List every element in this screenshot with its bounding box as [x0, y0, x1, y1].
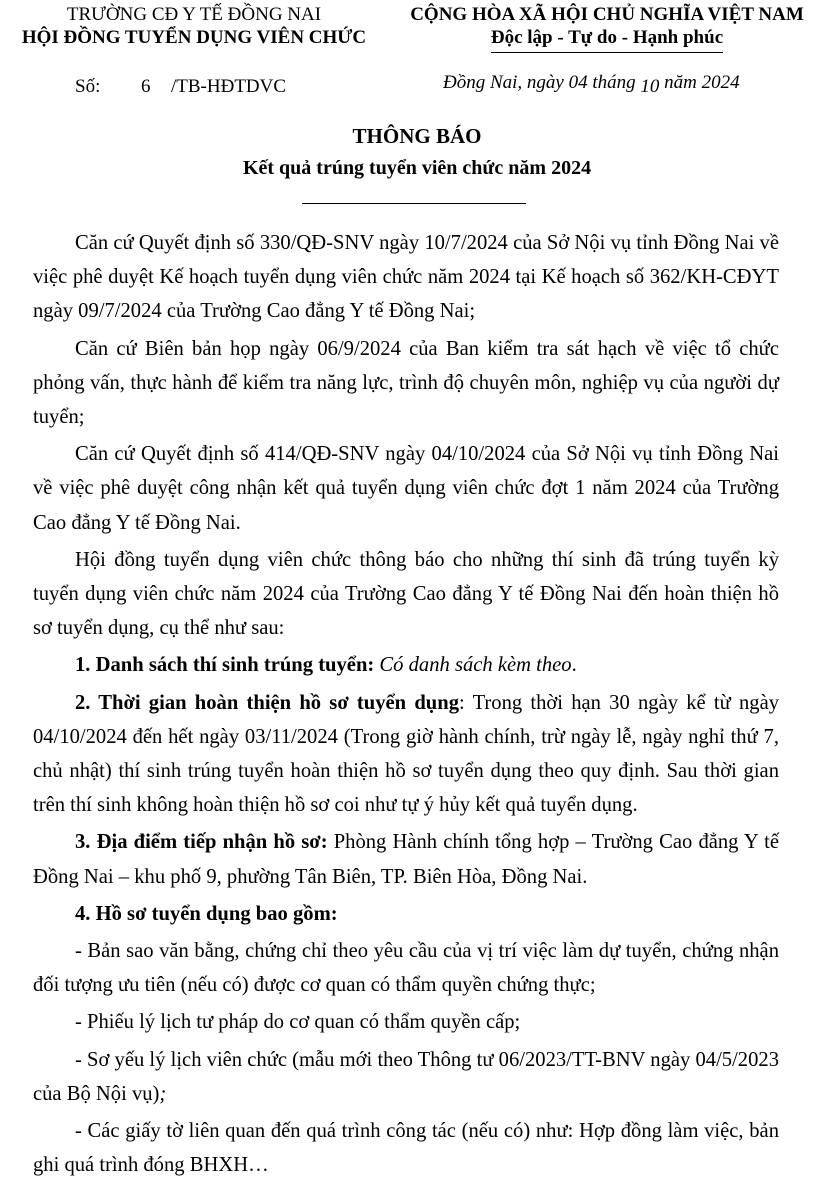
item-1-heading: 1. Danh sách thí sinh trúng tuyển:: [75, 654, 375, 677]
legal-basis-1: Căn cứ Quyết định số 330/QĐ-SNV ngày 10/7/2024 của Sở Nội vụ tỉnh Đồng Nai về việc phê duyệt Kế hoạch tuyển dụng viên chức năm 2024 tại Kế hoạch số 362/KH-CĐYT ngày 09/7/2024 của Trường Cao đẳng Y tế Đồng Nai;: [33, 232, 779, 323]
item-2-text: : Trong thời hạn 30 ngày kể từ ngày 04/10/2024 đến hết ngày 03/11/2024 (Trong giờ hành chính, trừ ngày lễ, ngày nghỉ thứ 7, chủ nhật) thí sinh trúng tuyển hoàn thiện hồ sơ tuyển dụng theo quy định. Sau thời gian trên thí sinh không hoàn thiện hồ sơ coi như tự ý hủy kết quả tuyển dụng.: [33, 691, 780, 817]
dossier-item-criminal-record: - Phiếu lý lịch tư pháp do cơ quan có thẩm quyền cấp;: [75, 1011, 521, 1034]
date-month: 10: [640, 76, 660, 97]
doc-number-value: 6: [141, 76, 151, 97]
item-1-period: .: [571, 654, 577, 677]
dossier-item-cv-text: - Sơ yếu lý lịch viên chức (mẫu mới theo Thông tư 06/2023/TT-BNV ngày 04/5/2023 của Bộ Nội vụ): [33, 1048, 779, 1105]
title-divider: [302, 203, 526, 204]
doc-number-label: Số:: [75, 76, 101, 97]
announcement-intro: Hội đồng tuyển dụng viên chức thông báo cho những thí sinh đã trúng tuyển kỳ tuyển dụng viên chức năm 2024 của Trường Cao đẳng Y tế Đồng Nai đến hoàn thiện hồ sơ tuyển dụng, cụ thể như sau:: [33, 548, 779, 640]
document-subtitle: Kết quả trúng tuyển viên chức năm 2024: [242, 157, 592, 179]
motto: Độc lập - Tự do - Hạnh phúc: [491, 26, 723, 53]
item-4-heading: 4. Hồ sơ tuyển dụng bao gồm:: [75, 902, 338, 925]
doc-number-suffix: /TB-HĐTDVC: [171, 76, 287, 97]
date-prefix: Đồng Nai, ngày 04 tháng: [443, 72, 641, 93]
issuing-organization: [8, 4, 380, 50]
item-3-text: Phòng Hành chính tổng hợp – Trường Cao đẳng Y tế Đồng Nai – khu phố 9, phường Tân Biên, TP. Biên Hòa, Đồng Nai.: [33, 831, 779, 888]
national-motto: [384, 4, 830, 53]
item-candidate-list: [33, 648, 779, 682]
legal-basis-2: Căn cứ Biên bản họp ngày 06/9/2024 của Ban kiểm tra sát hạch về việc tổ chức phỏng vấn, thực hành để kiểm tra năng lực, trình độ chuyên môn, nghiệp vụ của người dự tuyển;: [33, 337, 779, 429]
dossier-item-diplomas: - Bản sao văn bằng, chứng chỉ theo yêu cầu của vị trí việc làm dự tuyển, chứng nhận đối tượng ưu tiên (nếu có) được cơ quan có thẩm quyền chứng thực;: [33, 940, 779, 997]
org-name-line2: HỘI ĐỒNG TUYỂN DỤNG VIÊN CHỨC: [21, 27, 367, 48]
item-3-heading: 3. Địa điểm tiếp nhận hồ sơ:: [75, 831, 328, 854]
document-title: THÔNG BÁO: [352, 124, 482, 148]
document-number: [75, 76, 286, 98]
place-and-date: [443, 72, 740, 97]
nation-name: CỘNG HÒA XÃ HỘI CHỦ NGHĨA VIỆT NAM: [410, 4, 804, 25]
document-body: [33, 226, 779, 1185]
dossier-item-work-history: - Các giấy tờ liên quan đến quá trình công tác (nếu có) như: Hợp đồng làm việc, bản ghi quá trình đóng BHXH…: [33, 1120, 779, 1177]
item-location: [33, 825, 779, 893]
org-name-line1: TRƯỜNG CĐ Y TẾ ĐỒNG NAI: [66, 4, 322, 25]
dossier-item-cv: [33, 1043, 779, 1111]
item-deadline: [33, 686, 779, 823]
item-1-text: Có danh sách kèm theo: [379, 654, 572, 677]
dossier-item-cv-end: ;: [159, 1082, 167, 1105]
legal-basis-3: Căn cứ Quyết định số 414/QĐ-SNV ngày 04/10/2024 của Sở Nội vụ tỉnh Đồng Nai về việc phê duyệt công nhận kết quả tuyển dụng viên chức đợt 1 năm 2024 của Trường Cao đẳng Y tế Đồng Nai.: [33, 443, 779, 534]
item-2-heading: 2. Thời gian hoàn thiện hồ sơ tuyển dụng: [75, 691, 460, 714]
date-suffix: năm 2024: [659, 72, 740, 93]
